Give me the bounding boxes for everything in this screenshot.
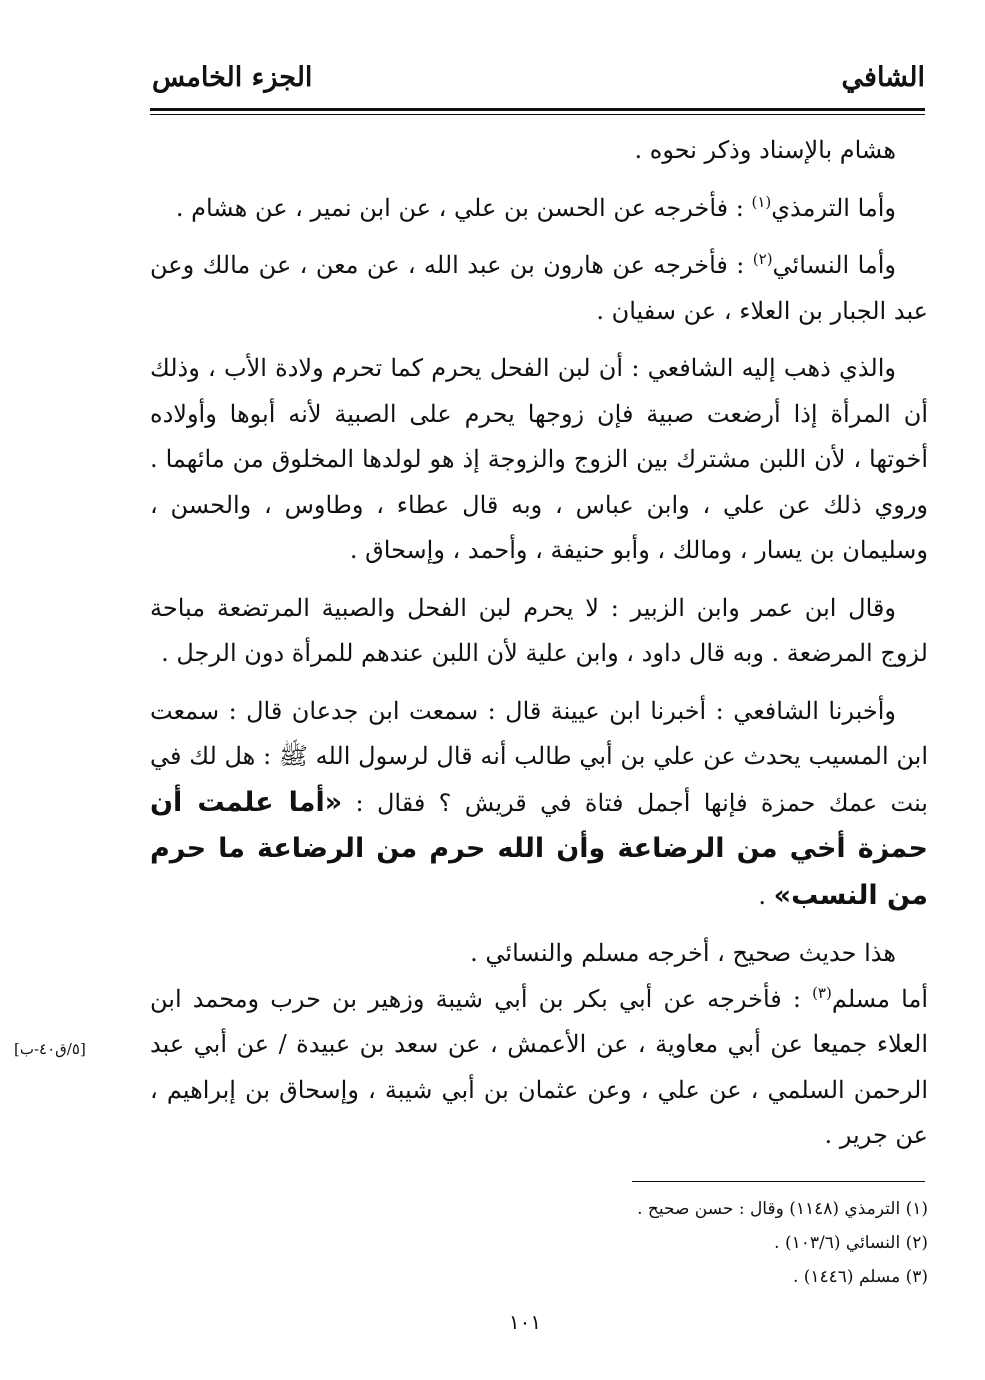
paragraph-2-start: وأما الترمذي (771, 193, 896, 222)
paragraph-3 (150, 243, 928, 334)
page-header (150, 54, 925, 104)
paragraph-3-rest: : فأخرجه عن هارون بن عبد الله ، عن معن ، عن مالك وعن عبد الجبار بن العلاء ، عن سفيان . (150, 251, 928, 325)
main-text (150, 128, 928, 1171)
header-rule (150, 108, 925, 111)
paragraph-5: وقال ابن عمر وابن الزبير : لا يحرم لبن الفحل والصبية المرتضعة مباحة لزوج المرضعة . وبه قال داود ، وابن علية لأن اللبن عندهم للمرأة دون الرجل . (150, 593, 928, 667)
paragraph-3-start: وأما النسائي (772, 251, 897, 279)
manuscript-margin-note: [٥/ق٤٠-ب] (14, 1040, 86, 1058)
footnote-rule (632, 1181, 925, 1182)
hadith-text: «أما علمت أن حمزة أخي من الرضاعة وأن الله حرم من الرضاعة ما حرم من النسب» (150, 786, 928, 911)
book-title: الشافي (841, 62, 925, 93)
footnote-ref-2: (٢) (752, 250, 773, 268)
footnote-ref-1: (١) (751, 192, 772, 211)
paragraph-2 (150, 186, 928, 232)
footnote-3: (٣) مسلم (١٤٤٦) . (792, 1267, 928, 1287)
header-rule-thin (150, 114, 925, 115)
paragraph-6 (150, 689, 928, 920)
paragraph-1: هشام بالإسناد وذكر نحوه . (634, 136, 896, 164)
paragraph-6-start: وأخبرنا الشافعي : أخبرنا ابن عيينة قال : سمعت ابن جدعان قال : سمعت ابن المسيب يحدث عن علي بن أبي طالب أنه قال لرسول الله ﷺ : هل لك في بنت عمك حمزة فإنها أجمل فتاة في قريش ؟ فقال : (150, 696, 928, 817)
footnote-1: (١) الترمذي (١١٤٨) وقال : حسن صحيح . (637, 1199, 928, 1219)
paragraph-7: هذا حديث صحيح ، أخرجه مسلم والنسائي . (470, 939, 896, 967)
footnote-2: (٢) النسائي (١٠٣/٦) . (774, 1233, 928, 1253)
paragraph-2-rest: : فأخرجه عن الحسن بن علي ، عن ابن نمير ، عن هشام . (175, 193, 752, 222)
paragraph-4: والذي ذهب إليه الشافعي : أن لبن الفحل يحرم كما تحرم ولادة الأب ، وذلك أن المرأة إذا أرضعت صبية فإن زوجها يحرم على الصبية لأنه أبوها وأولاده أخوتها ، لأن اللبن مشترك بين الزوج والزوجة إذ هو لولدها المخلوق من مائهما . وروي ذلك عن علي ، وابن عباس ، وبه قال عطاء ، وطاوس ، والحسن ، وسليمان بن يسار ، ومالك ، وأبو حنيفة ، وأحمد ، وإسحاق . (150, 354, 928, 564)
footnotes (150, 1192, 928, 1294)
paragraph-8 (150, 977, 928, 1159)
volume-title: الجزء الخامس (152, 62, 313, 93)
page-number: ١٠١ (508, 1310, 542, 1334)
paragraph-6-end: . (758, 881, 774, 910)
paragraph-8-rest: : فأخرجه عن أبي بكر بن أبي شيبة وزهير بن حرب ومحمد ابن العلاء جميعا عن أبي معاوية ، عن الأعمش ، عن سعد بن عبيدة / عن أبي عبد الرحمن السلمي ، عن علي ، وعن عثمان بن أبي شيبة ، وإسحاق بن إبراهيم ، عن جرير . (150, 984, 928, 1149)
paragraph-8-start: أما مسلم (831, 984, 928, 1013)
footnote-ref-3: (٣) (812, 983, 832, 1002)
